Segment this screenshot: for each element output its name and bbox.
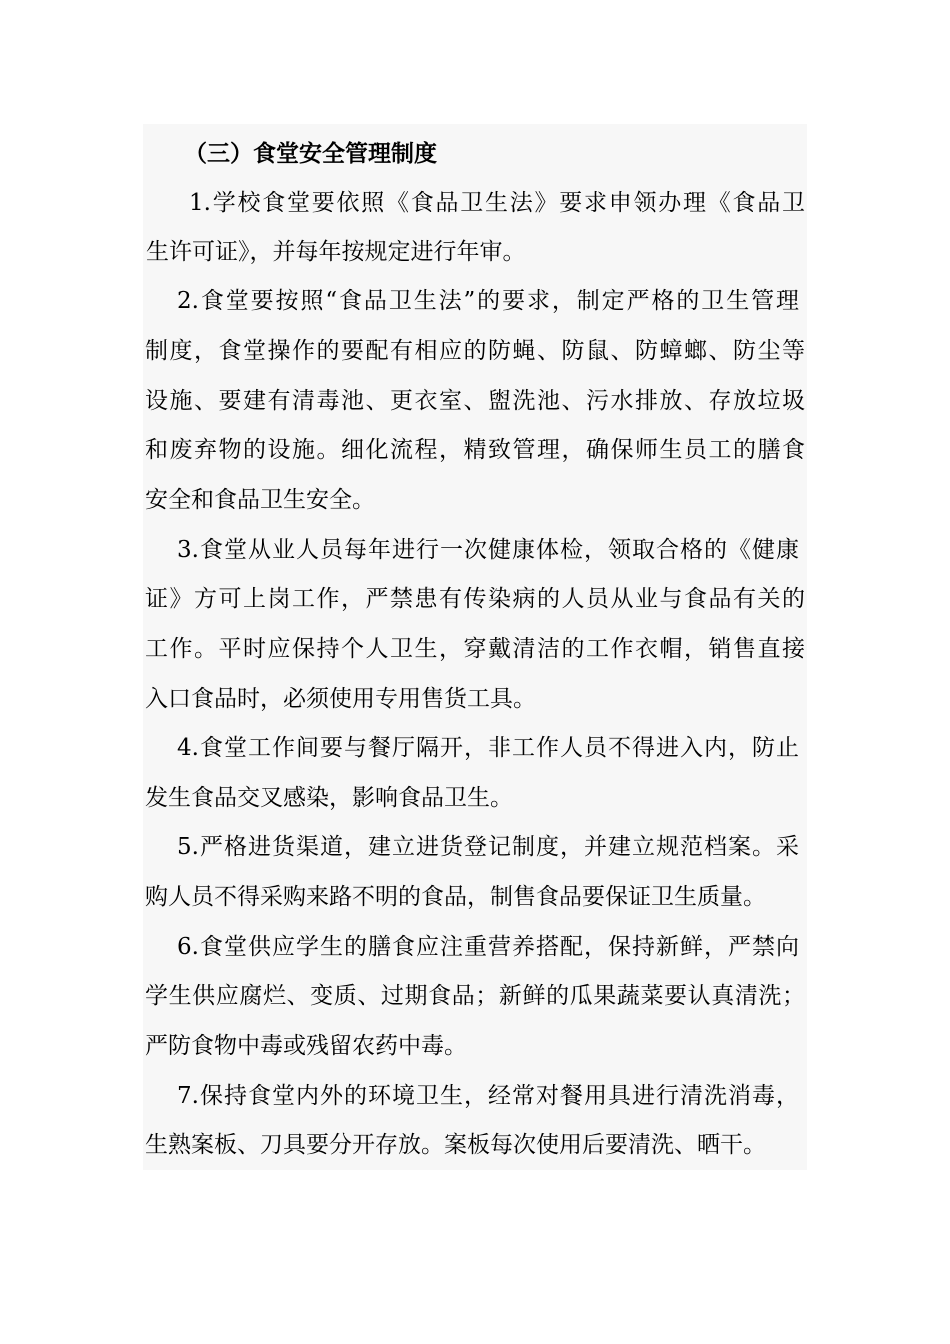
paragraph-2-line-1: 2.食堂要按照“食品卫生法”的要求，制定严格的卫生管理 — [177, 288, 799, 314]
paragraph-1-line-2: 生许可证》，并每年按规定进行年审。 — [146, 239, 526, 265]
document-text-block — [143, 124, 807, 1170]
paragraph-7-line-1: 7.保持食堂内外的环境卫生，经常对餐用具进行清洗消毒， — [177, 1083, 799, 1109]
paragraph-3-line-4: 入口食品时，必须使用专用售货工具。 — [145, 686, 536, 712]
paragraph-1-line-1: 1.学校食堂要依照《食品卫生法》要求申领办理《食品卫 — [189, 190, 805, 216]
paragraph-4-line-2: 发生食品交叉感染，影响食品卫生。 — [145, 785, 513, 811]
paragraph-3-line-1: 3.食堂从业人员每年进行一次健康体检，领取合格的《健康 — [177, 537, 799, 563]
paragraph-6-line-3: 严防食物中毒或残留农药中毒。 — [145, 1033, 467, 1059]
paragraph-2-line-4: 和废弃物的设施。细化流程，精致管理，确保师生员工的膳食 — [145, 437, 805, 463]
paragraph-3-line-2: 证》方可上岗工作，严禁患有传染病的人员从业与食品有关的 — [145, 586, 805, 612]
paragraph-2-line-3: 设施、要建有清毒池、更衣室、盥洗池、污水排放、存放垃圾 — [145, 388, 805, 414]
paragraph-2-line-2: 制度，食堂操作的要配有相应的防蝇、防鼠、防蟑螂、防尘等 — [145, 338, 805, 364]
paragraph-5-line-1: 5.严格进货渠道，建立进货登记制度，并建立规范档案。采 — [177, 834, 799, 860]
paragraph-7-line-2: 生熟案板、刀具要分开存放。案板每次使用后要清洗、晒干。 — [145, 1132, 766, 1158]
section-heading: （三）食堂安全管理制度 — [184, 140, 437, 167]
paragraph-5-line-2: 购人员不得采购来路不明的食品，制售食品要保证卫生质量。 — [145, 884, 766, 910]
paragraph-3-line-3: 工作。平时应保持个人卫生，穿戴清洁的工作衣帽，销售直接 — [145, 636, 805, 662]
paragraph-6-line-1: 6.食堂供应学生的膳食应注重营养搭配，保持新鲜，严禁向 — [177, 934, 799, 960]
paragraph-2-line-5: 安全和食品卫生安全。 — [145, 487, 375, 513]
paragraph-6-line-2: 学生供应腐烂、变质、过期食品；新鲜的瓜果蔬菜要认真清洗； — [145, 983, 805, 1009]
paragraph-4-line-1: 4.食堂工作间要与餐厅隔开，非工作人员不得进入内，防止 — [177, 735, 799, 761]
